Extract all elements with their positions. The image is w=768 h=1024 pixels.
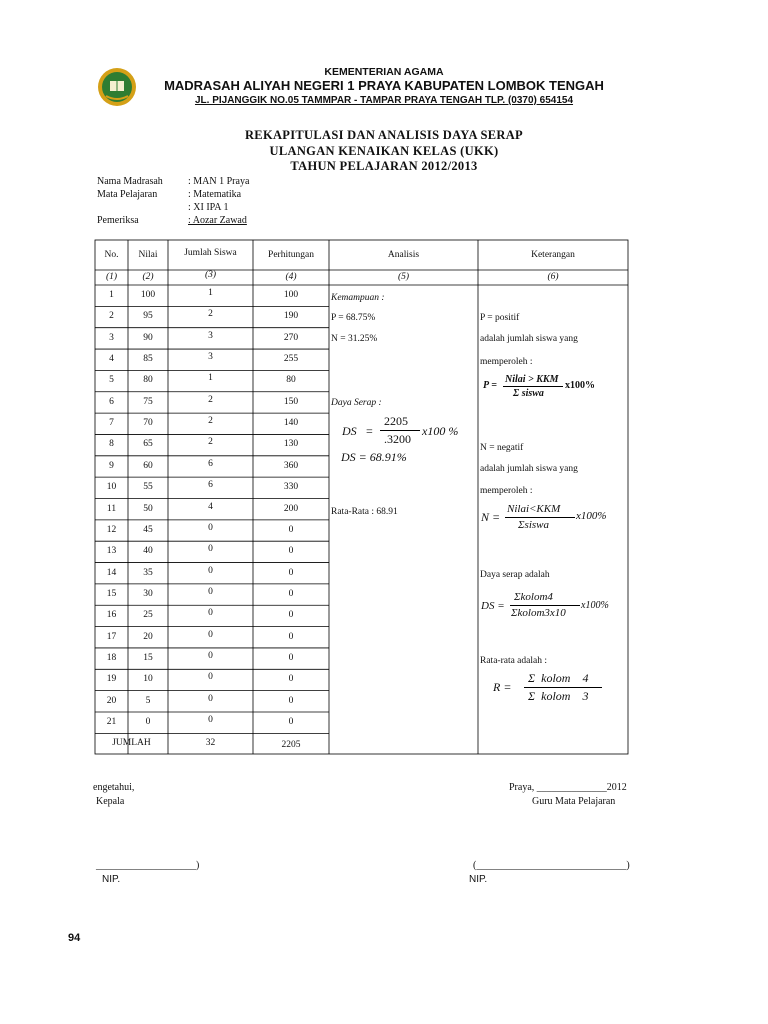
meta-label-examiner: Pemeriksa xyxy=(97,215,139,226)
cell-no: 21 xyxy=(106,717,117,727)
ket-ds-num: Σkolom4 xyxy=(514,591,553,603)
ket-r-den: Σ kolom 3 xyxy=(528,689,589,703)
cell-nilai: 40 xyxy=(143,546,153,557)
cell-perhitungan: 0 xyxy=(288,610,294,621)
cell-nilai: 60 xyxy=(143,460,153,471)
cell-jumlah-siswa: 2 xyxy=(208,437,213,448)
cell-jumlah-siswa: 0 xyxy=(208,672,213,683)
ket-p-desc: adalah jumlah siswa yang xyxy=(480,334,578,344)
cell-nilai: 10 xyxy=(143,674,153,685)
cell-no: 5 xyxy=(109,375,114,386)
analisis-ds-result: DS = 68.91% xyxy=(341,450,407,464)
ket-ds-label: Daya serap adalah xyxy=(480,570,550,580)
cell-nilai: 70 xyxy=(143,418,153,429)
analisis-n: N = 31.25% xyxy=(331,334,378,344)
cell-no: 7 xyxy=(109,418,114,429)
cell-perhitungan: 0 xyxy=(288,524,294,535)
cell-no: 20 xyxy=(106,695,117,706)
ket-p-num: Nilai > KKM xyxy=(505,374,559,385)
cell-no: 11 xyxy=(106,503,117,514)
cell-jumlah-siswa: 2 xyxy=(208,394,213,405)
analisis-ds-num: 2205 xyxy=(384,414,408,428)
cell-perhitungan: 140 xyxy=(283,418,299,429)
cell-no: 8 xyxy=(109,439,114,450)
ket-n-desc: adalah jumlah siswa yang xyxy=(480,464,578,474)
meta-value-examiner: : Aozar Zawad xyxy=(188,215,247,226)
ket-n-fraction-bar xyxy=(505,517,575,518)
total-perhitungan: 2205 xyxy=(281,740,301,750)
cell-perhitungan: 0 xyxy=(288,546,294,557)
cell-nilai: 85 xyxy=(143,354,153,365)
cell-jumlah-siswa: 0 xyxy=(208,565,213,576)
analisis-kemampuan: Kemampuan : xyxy=(331,293,385,303)
cell-jumlah-siswa: 0 xyxy=(208,650,213,661)
cell-no: 18 xyxy=(106,652,117,663)
cell-nilai: 95 xyxy=(143,311,153,322)
subheader-2: (2) xyxy=(142,272,154,282)
cell-no: 6 xyxy=(109,396,114,407)
analisis-ds-fraction-bar xyxy=(380,430,420,431)
cell-perhitungan: 0 xyxy=(288,717,294,727)
ket-r-lhs: R = xyxy=(493,680,512,694)
title-line-3: TAHUN PELAJARAN 2012/2013 xyxy=(290,159,478,173)
cell-no: 15 xyxy=(106,588,117,599)
ket-n-memperoleh: memperoleh : xyxy=(480,486,533,496)
ket-p-fraction-bar xyxy=(503,386,563,387)
cell-perhitungan: 130 xyxy=(283,439,299,450)
title-line-1: REKAPITULASI DAN ANALISIS DAYA SERAP xyxy=(244,128,523,142)
ket-r-num: Σ kolom 4 xyxy=(528,671,589,685)
cell-nilai: 5 xyxy=(145,695,151,706)
meta-value-subject: : Matematika xyxy=(188,189,242,200)
sign-left-blank: ____________________) xyxy=(96,860,200,871)
cell-nilai: 55 xyxy=(143,482,153,493)
ket-ds-fraction-bar xyxy=(510,605,580,606)
cell-no: 16 xyxy=(106,610,117,621)
cell-jumlah-siswa: 0 xyxy=(208,608,213,619)
cell-jumlah-siswa: 2 xyxy=(208,309,213,320)
analisis-rata: Rata-Rata : 68.91 xyxy=(331,507,398,517)
cell-jumlah-siswa: 2 xyxy=(208,416,213,427)
sign-right-blank: (______________________________) xyxy=(473,860,630,871)
cell-no: 4 xyxy=(109,354,114,365)
subheader-1: (1) xyxy=(105,272,118,282)
cell-perhitungan: 0 xyxy=(288,674,294,685)
ket-p-mult: x100% xyxy=(565,380,595,391)
cell-nilai: 80 xyxy=(143,375,153,386)
title-line-2: ULANGAN KENAIKAN KELAS (UKK) xyxy=(269,144,499,158)
ket-n-num: Nilai<KKM xyxy=(507,503,561,515)
cell-perhitungan: 150 xyxy=(283,396,299,407)
ket-ds-mult: x100% xyxy=(581,600,609,611)
cell-no: 3 xyxy=(109,332,114,343)
cell-perhitungan: 360 xyxy=(283,460,299,471)
cell-perhitungan: 190 xyxy=(283,311,299,322)
ket-p-lhs: P = xyxy=(483,380,497,391)
cell-jumlah-siswa: 3 xyxy=(208,330,213,341)
sign-left-line2: Kepala xyxy=(96,796,125,807)
cell-perhitungan: 80 xyxy=(286,375,296,386)
header-analisis: Analisis xyxy=(387,250,420,260)
meta-label-subject: Mata Pelajaran xyxy=(97,189,158,200)
ket-n-lhs: N = xyxy=(481,510,501,524)
page-number: 94 xyxy=(68,932,81,944)
header-nilai: Nilai xyxy=(138,250,158,260)
ket-p-den: Σ siswa xyxy=(513,388,544,399)
cell-jumlah-siswa: 4 xyxy=(208,501,213,512)
cell-jumlah-siswa: 0 xyxy=(208,693,213,704)
sign-left-nip: NIP. xyxy=(102,874,121,885)
cell-no: 17 xyxy=(106,631,117,642)
cell-perhitungan: 255 xyxy=(283,354,299,365)
cell-jumlah-siswa: 0 xyxy=(208,586,213,597)
analisis-ds-den: .3200 xyxy=(384,432,411,446)
sign-left-line1: engetahui, xyxy=(93,782,135,793)
ket-n-negatif: N = negatif xyxy=(480,443,524,453)
header-jumlah-siswa: Jumlah Siswa xyxy=(184,248,237,258)
header-keterangan: Keterangan xyxy=(531,250,575,260)
ket-p-memperoleh: memperoleh : xyxy=(480,357,533,367)
total-label: JUMLAH xyxy=(112,738,151,748)
cell-nilai: 75 xyxy=(143,396,153,407)
cell-jumlah-siswa: 3 xyxy=(208,352,213,363)
cell-no: 14 xyxy=(106,567,117,578)
cell-nilai: 35 xyxy=(143,567,153,578)
ministry-name: KEMENTERIAN AGAMA xyxy=(324,66,444,78)
cell-jumlah-siswa: 1 xyxy=(208,288,213,298)
cell-jumlah-siswa: 0 xyxy=(208,715,213,725)
cell-nilai: 90 xyxy=(143,332,153,343)
analisis-ds-lhs: DS xyxy=(342,424,357,438)
cell-nilai: 30 xyxy=(143,588,153,599)
cell-perhitungan: 100 xyxy=(283,290,299,300)
cell-no: 12 xyxy=(106,524,117,535)
cell-no: 9 xyxy=(109,460,114,471)
cell-no: 10 xyxy=(106,482,117,493)
ket-r-label: Rata-rata adalah : xyxy=(480,656,547,666)
cell-nilai: 50 xyxy=(143,503,153,514)
cell-nilai: 45 xyxy=(143,524,153,535)
subheader-3: (3) xyxy=(204,270,217,280)
subheader-4: (4) xyxy=(285,272,297,282)
ket-ds-lhs: DS = xyxy=(481,600,505,612)
meta-label-madrasah: Nama Madrasah xyxy=(97,176,163,187)
sign-right-nip: NIP. xyxy=(469,874,488,885)
cell-perhitungan: 330 xyxy=(283,482,299,493)
subheader-6: (6) xyxy=(547,272,559,282)
sign-right-line2: Guru Mata Pelajaran xyxy=(532,796,616,807)
cell-perhitungan: 200 xyxy=(283,503,299,514)
cell-jumlah-siswa: 6 xyxy=(208,480,213,491)
cell-jumlah-siswa: 1 xyxy=(208,373,213,384)
sign-right-line1: Praya, ______________2012 xyxy=(509,782,627,793)
meta-value-madrasah: : MAN 1 Praya xyxy=(188,176,250,187)
cell-jumlah-siswa: 0 xyxy=(208,522,213,533)
cell-perhitungan: 0 xyxy=(288,567,294,578)
cell-nilai: 25 xyxy=(143,610,153,621)
cell-jumlah-siswa: 0 xyxy=(208,629,213,640)
header-no: No. xyxy=(104,250,119,260)
cell-nilai: 0 xyxy=(145,717,151,727)
cell-nilai: 65 xyxy=(143,439,153,450)
cell-nilai: 15 xyxy=(143,652,153,663)
cell-nilai: 100 xyxy=(140,290,156,300)
cell-perhitungan: 270 xyxy=(283,332,299,343)
total-siswa: 32 xyxy=(205,738,216,748)
cell-no: 19 xyxy=(106,674,117,685)
analisis-ds-mult: x100 % xyxy=(422,424,459,438)
ket-ds-den: Σkolom3x10 xyxy=(511,607,566,619)
cell-no: 13 xyxy=(106,546,117,557)
ket-r-fraction-bar xyxy=(524,687,602,688)
school-address: JL. PIJANGGIK NO.05 TAMMPAR - TAMPAR PRAYA TENGAH TLP. (0370) 654154 xyxy=(194,95,574,106)
cell-jumlah-siswa: 6 xyxy=(208,458,213,469)
cell-no: 2 xyxy=(109,311,114,322)
cell-no: 1 xyxy=(109,290,114,300)
cell-perhitungan: 0 xyxy=(288,588,294,599)
ket-n-mult: x100% xyxy=(576,510,607,522)
cell-jumlah-siswa: 0 xyxy=(208,544,213,555)
analisis-daya-serap: Daya Serap : xyxy=(331,398,382,408)
analisis-ds-eq: = xyxy=(366,424,373,438)
ket-n-den: Σsiswa xyxy=(518,519,549,531)
school-name: MADRASAH ALIYAH NEGERI 1 PRAYA KABUPATEN LOMBOK TENGAH xyxy=(164,78,604,93)
meta-value-class: : XI IPA 1 xyxy=(188,202,229,213)
subheader-5: (5) xyxy=(397,272,410,282)
header-perhitungan: Perhitungan xyxy=(268,250,314,260)
cell-perhitungan: 0 xyxy=(288,652,294,663)
cell-perhitungan: 0 xyxy=(288,631,294,642)
cell-perhitungan: 0 xyxy=(288,695,294,706)
cell-nilai: 20 xyxy=(143,631,153,642)
analisis-p: P = 68.75% xyxy=(331,313,376,323)
ket-p-positif: P = positif xyxy=(480,313,520,323)
